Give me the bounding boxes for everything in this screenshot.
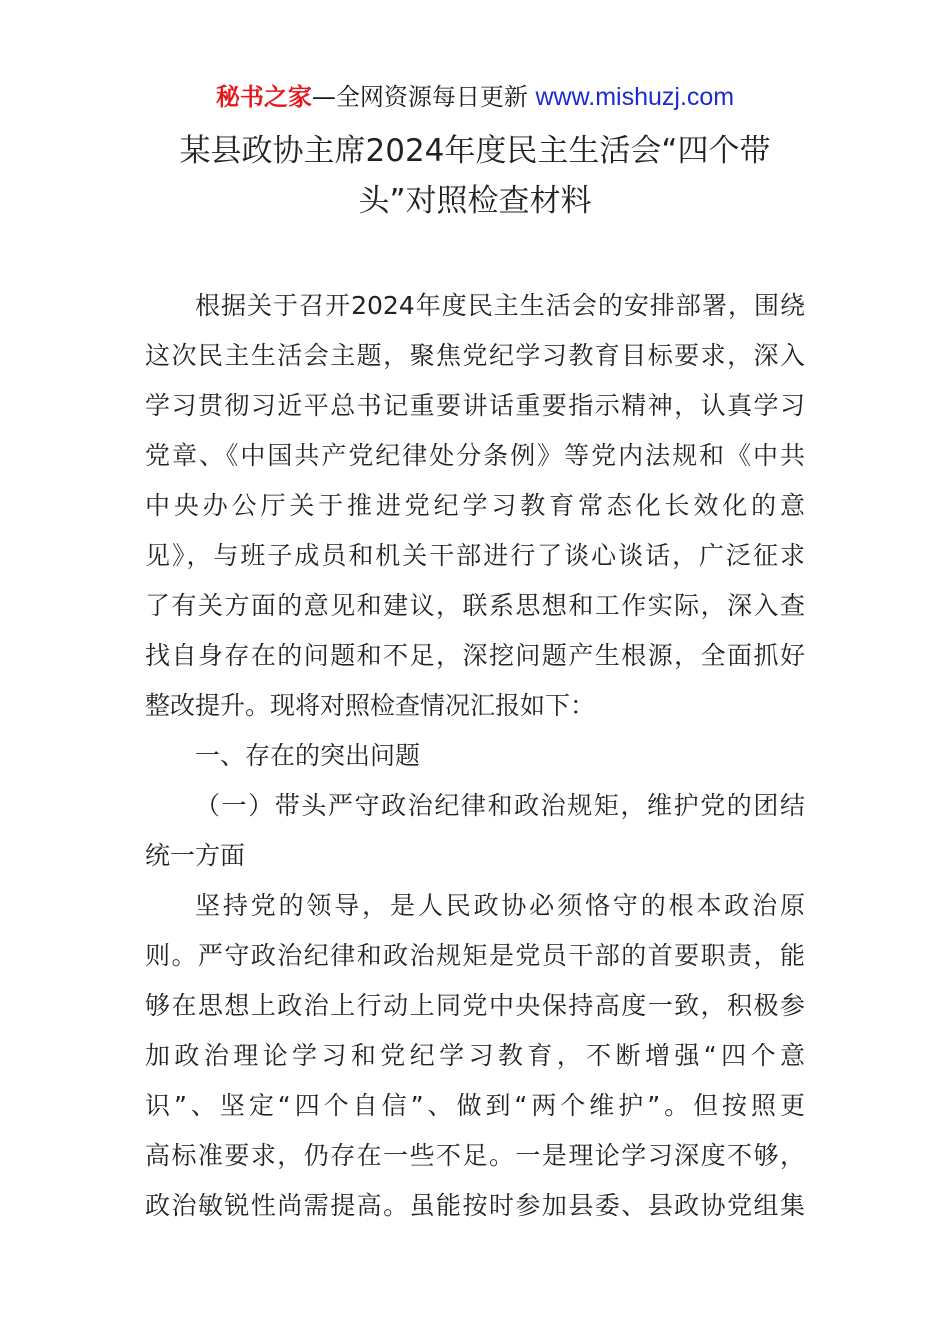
body-line: 政治敏锐性尚需提高。虽能按时参加县委、县政协党组集 bbox=[145, 1191, 805, 1220]
document-body bbox=[145, 281, 805, 1231]
title-line-2: 头”对照检查材料 bbox=[358, 183, 592, 219]
site-banner bbox=[0, 80, 950, 114]
body-line: 找自身存在的问题和不足，深挖问题产生根源，全面抓好 bbox=[145, 641, 805, 670]
subsection-heading-cont: 统一方面 bbox=[145, 841, 246, 870]
body-line: 坚持党的领导，是人民政协必须恪守的根本政治原 bbox=[195, 891, 805, 920]
body-line: 整改提升。现将对照检查情况汇报如下： bbox=[145, 691, 596, 720]
body-line: 中央办公厅关于推进党纪学习教育常态化长效化的意 bbox=[145, 491, 805, 520]
section-heading: 一、存在的突出问题 bbox=[195, 741, 421, 770]
site-brand: 秘书之家 bbox=[215, 83, 312, 111]
site-tagline: —全网资源每日更新 bbox=[311, 83, 528, 111]
body-line: 这次民主生活会主题，聚焦党纪学习教育目标要求，深入 bbox=[145, 341, 805, 370]
body-line: 高标准要求，仍存在一些不足。一是理论学习深度不够， bbox=[145, 1141, 805, 1170]
body-line: 够在思想上政治上行动上同党中央保持高度一致，积极参 bbox=[145, 991, 805, 1020]
title-line-1: 某县政协主席2024年度民主生活会“四个带 bbox=[179, 133, 771, 169]
body-line: 识”、坚定“四个自信”、做到“两个维护”。但按照更 bbox=[145, 1091, 805, 1120]
body-line: 根据关于召开2024年度民主生活会的安排部署，围绕 bbox=[195, 291, 805, 320]
body-line: 学习贯彻习近平总书记重要讲话重要指示精神，认真学习 bbox=[145, 391, 805, 420]
body-line: 了有关方面的意见和建议，联系思想和工作实际，深入查 bbox=[145, 591, 805, 620]
body-line: 则。严守政治纪律和政治规矩是党员干部的首要职责，能 bbox=[145, 941, 805, 970]
body-line: 见》，与班子成员和机关干部进行了谈心谈话，广泛征求 bbox=[145, 541, 805, 570]
body-line: 加政治理论学习和党纪学习教育，不断增强“四个意 bbox=[145, 1041, 805, 1070]
document-title bbox=[145, 126, 805, 226]
body-line: 党章、《中国共产党纪律处分条例》等党内法规和《中共 bbox=[145, 441, 805, 470]
subsection-heading: （一）带头严守政治纪律和政治规矩，维护党的团结 bbox=[195, 791, 805, 820]
site-url-link[interactable]: www.mishuzj.com bbox=[535, 83, 735, 111]
